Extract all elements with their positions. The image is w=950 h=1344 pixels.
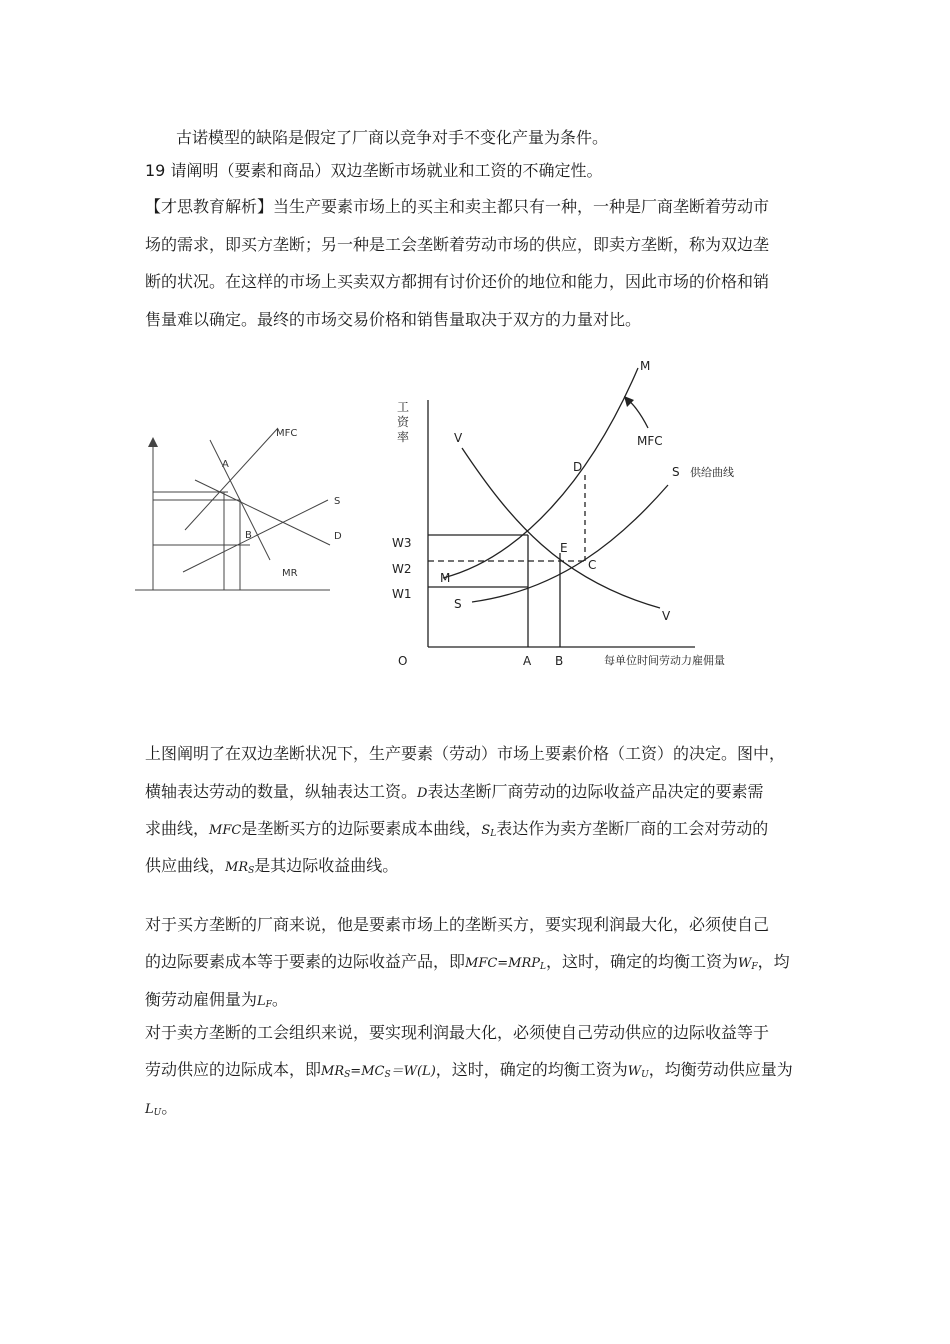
- desc-sym-s: S: [481, 823, 491, 838]
- left-line-s: [183, 500, 328, 572]
- tick-a: A: [523, 654, 532, 668]
- seller-formula-mr-sub: S: [344, 1070, 351, 1080]
- label-origin: O: [398, 654, 408, 668]
- y-axis-label-2: 资: [397, 415, 410, 429]
- left-line-mfc: [185, 428, 278, 530]
- desc-line-4-a: 供应曲线，: [145, 856, 226, 875]
- mfc-pointer-arrow: [628, 400, 648, 428]
- left-line-d: [195, 480, 330, 545]
- label-c-point: C: [588, 558, 597, 572]
- label-v-bottom: V: [662, 609, 671, 623]
- label-v-top: V: [454, 431, 463, 445]
- seller-formula-mr: MR: [321, 1064, 345, 1079]
- seller-line-2: [145, 1060, 793, 1085]
- desc-line-1: 上图阐明了在双边垄断状况下，生产要素（劳动）市场上要素价格（工资）的决定。图中，: [145, 744, 786, 763]
- buyer-sym-l-sub: F: [265, 1000, 272, 1010]
- buyer-line-3-a: 衡劳动雇佣量为: [145, 990, 258, 1009]
- tick-w3: W3: [392, 536, 412, 550]
- seller-line-1: 对于卖方垄断的工会组织来说，要实现利润最大化，必须使自己劳动供应的边际收益等于: [145, 1023, 770, 1042]
- buyer-formula-sub: L: [540, 962, 547, 972]
- left-label-s: S: [334, 496, 341, 507]
- y-axis-label-3: 率: [397, 430, 410, 444]
- desc-sym-s-sub: L: [490, 829, 497, 839]
- desc-line-4: [145, 856, 398, 881]
- buyer-line-3-b: 。: [271, 990, 288, 1009]
- answer-line-2: 场的需求，即买方垄断；另一种是工会垄断着劳动市场的供应，即卖方垄断，称为双边垄: [145, 235, 770, 254]
- buyer-sym-l: L: [257, 994, 266, 1009]
- y-axis-label-1: 工: [397, 400, 410, 414]
- right-diagram: [428, 368, 695, 647]
- curve-v: [462, 448, 660, 608]
- label-s-top: S: [672, 465, 680, 479]
- desc-sym-d: D: [417, 786, 428, 801]
- question-19: 19 请阐明（要素和商品）双边垄断市场就业和工资的不确定性。: [145, 161, 603, 180]
- seller-line-3: [145, 1098, 177, 1123]
- buyer-line-2-a: 的边际要素成本等于要素的边际收益产品，即: [145, 952, 466, 971]
- label-supply: 供给曲线: [690, 466, 734, 479]
- left-label-a: A: [222, 459, 229, 470]
- tick-b: B: [555, 654, 564, 668]
- label-s-left: S: [454, 597, 462, 611]
- seller-sym-l: L: [145, 1102, 154, 1117]
- buyer-sym-w: W: [738, 956, 752, 971]
- desc-line-3: [145, 819, 768, 844]
- seller-sym-w: W: [627, 1064, 642, 1079]
- label-e-point: E: [560, 541, 568, 555]
- desc-line-3-b: 是垄断买方的边际要素成本曲线，: [241, 819, 482, 838]
- seller-sym-w-sub: U: [641, 1070, 649, 1080]
- buyer-line-2-b: ，这时，确定的均衡工资为: [546, 952, 739, 971]
- left-diagram: [135, 428, 330, 590]
- seller-formula-wl: ＝W(L): [390, 1064, 436, 1079]
- buyer-line-1: 对于买方垄断的厂商来说，他是要素市场上的垄断买方，要实现利润最大化，必须使自己: [145, 915, 770, 934]
- seller-formula-mc: =MC: [350, 1064, 385, 1079]
- desc-sym-mfc: MFC: [209, 823, 242, 838]
- buyer-line-2-c: ，均: [757, 952, 790, 971]
- curve-mfc: [443, 368, 638, 578]
- left-y-arrow: [148, 437, 158, 447]
- label-d-point: D: [573, 460, 583, 474]
- mfc-pointer-head: [624, 396, 634, 407]
- left-label-mr: MR: [282, 568, 298, 579]
- left-label-b: B: [245, 530, 252, 541]
- label-mfc: MFC: [637, 434, 663, 448]
- desc-line-2: [145, 782, 763, 804]
- intro-paragraph: 古诺模型的缺陷是假定了厂商以竞争对手不变化产量为条件。: [176, 128, 609, 147]
- desc-sym-mr: MR: [225, 860, 249, 875]
- desc-line-2-b: 表达垄断厂商劳动的边际收益产品决定的要素需: [427, 782, 764, 801]
- desc-line-2-a: 横轴表达劳动的数量，纵轴表达工资。: [145, 782, 418, 801]
- desc-line-3-a: 求曲线，: [145, 819, 210, 838]
- tick-w1: W1: [392, 587, 412, 601]
- buyer-line-3: [145, 990, 288, 1015]
- seller-sym-l-sub: U: [153, 1108, 162, 1118]
- buyer-line-2: [145, 952, 790, 977]
- seller-line-2-a: 劳动供应的边际成本，即: [145, 1060, 322, 1079]
- buyer-formula: MFC=MRP: [465, 956, 541, 971]
- label-m-left: M: [440, 571, 451, 585]
- left-label-mfc: MFC: [276, 428, 298, 439]
- left-label-d: D: [334, 531, 342, 542]
- desc-line-4-b: 是其边际收益曲线。: [254, 856, 399, 875]
- answer-line-4: 售量难以确定。最终的市场交易价格和销售量取决于双方的力量对比。: [145, 310, 642, 329]
- desc-sym-mr-sub: S: [248, 866, 255, 876]
- seller-line-2-c: ，均衡劳动供应量为: [648, 1060, 793, 1079]
- seller-line-3-b: 。: [161, 1098, 178, 1117]
- desc-line-3-c: 表达作为卖方垄断厂商的工会对劳动的: [496, 819, 769, 838]
- answer-line-3: 断的状况。在这样的市场上买卖双方都拥有讨价还价的地位和能力，因此市场的价格和销: [145, 272, 770, 291]
- seller-formula-mc-sub: S: [384, 1070, 391, 1080]
- buyer-sym-w-sub: F: [751, 962, 758, 972]
- tick-w2: W2: [392, 562, 412, 576]
- seller-line-2-b: ，这时，确定的均衡工资为: [435, 1060, 628, 1079]
- answer-line-1: 【才思教育解析】当生产要素市场上的买主和卖主都只有一种，一种是厂商垄断着劳动市: [145, 197, 770, 216]
- x-axis-label: 每单位时间劳动力雇佣量: [604, 654, 725, 667]
- label-m-top: M: [640, 359, 651, 373]
